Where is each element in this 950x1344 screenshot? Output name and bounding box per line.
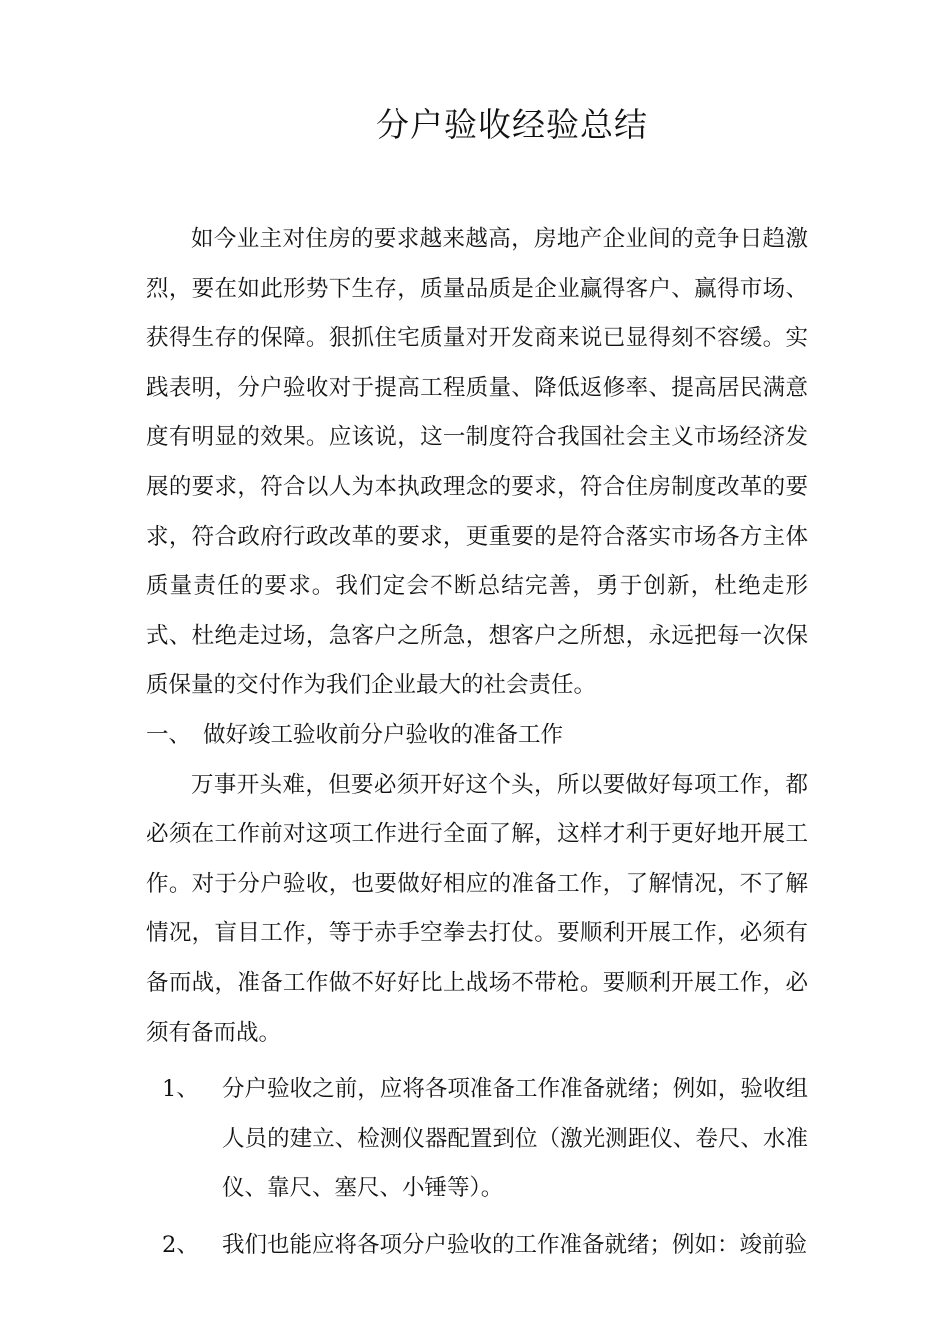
section-heading (146, 711, 808, 761)
section-heading-text: 做好竣工验收前分户验收的准备工作 (203, 721, 564, 748)
section-paragraph: 万事开头难，但要必须开好这个头，所以要做好每项工作，都必须在工作前对这项工作进行全面了解，这样才利于更好地开展工作。对于分户验收，也要做好相应的准备工作，了解情况，不了解情况，盲目工作，等于赤手空拳去打仗。要顺利开展工作，必须有备而战，准备工作做不好好比上战场不带枪。要顺利开展工作，必须有备而战。 (146, 771, 808, 1046)
list-item-text: 分户验收之前，应将各项准备工作准备就绪；例如，验收组人员的建立、检测仪器配置到位（激光测距仪、卷尺、水准仪、靠尺、塞尺、小锤等）。 (222, 1076, 808, 1202)
list-item (146, 1065, 808, 1214)
numbered-list (146, 1065, 808, 1270)
section-number: 一、 (146, 721, 192, 748)
list-item-text: 我们也能应将各项分户验收的工作准备就绪；例如：竣前验 (222, 1231, 808, 1258)
intro-paragraph: 如今业主对住房的要求越来越高，房地产企业间的竞争日趋激烈，要在如此形势下生存，质量品质是企业赢得客户、赢得市场、获得生存的保障。狠抓住宅质量对开发商来说已显得刻不容缓。实践表明，分户验收对于提高工程质量、降低返修率、提高居民满意度有明显的效果。应该说，这一制度符合我国社会主义市场经济发展的要求，符合以人为本执政理念的要求，符合住房制度改革的要求，符合政府行政改革的要求，更重要的是符合落实市场各方主体质量责任的要求。我们定会不断总结完善，勇于创新，杜绝走形式、杜绝走过场，急客户之所急，想客户之所想，永远把每一次保质保量的交付作为我们企业最大的社会责任。 (146, 226, 808, 699)
list-item (146, 1221, 808, 1271)
list-item-number: 2、 (162, 1231, 199, 1258)
document-title: 分户验收经验总结 (376, 105, 648, 144)
document-body (146, 215, 808, 1270)
list-item-number: 1、 (162, 1076, 199, 1103)
